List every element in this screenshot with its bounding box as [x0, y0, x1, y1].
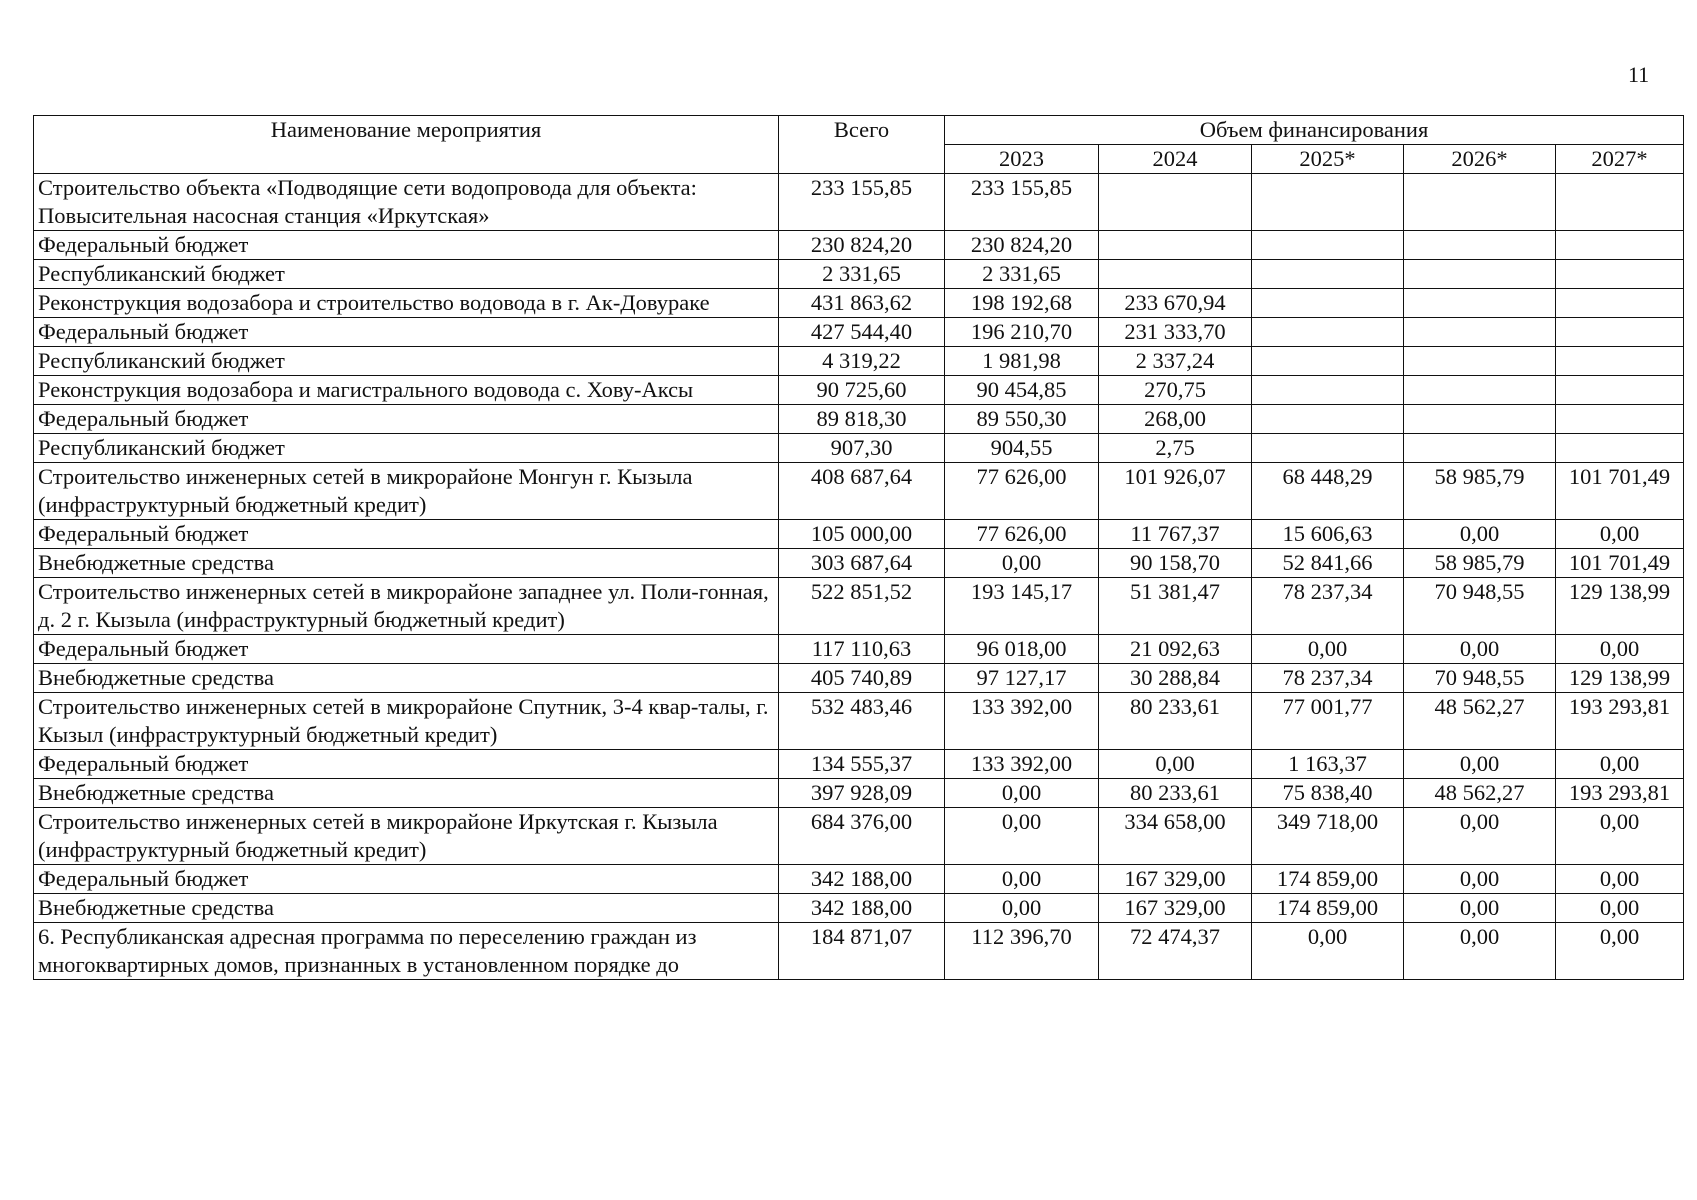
- row-year-value-cell: 1 981,98: [945, 347, 1099, 376]
- row-year-value-cell: 349 718,00: [1252, 808, 1404, 865]
- table-row: [34, 578, 1684, 635]
- row-year-value-cell: 0,00: [945, 865, 1099, 894]
- row-year-value-cell: 77 626,00: [945, 463, 1099, 520]
- row-year-value-cell: 72 474,37: [1099, 923, 1252, 980]
- row-year-value-cell: 133 392,00: [945, 750, 1099, 779]
- row-name-cell: Внебюджетные средства: [34, 779, 779, 808]
- row-total-cell: 89 818,30: [779, 405, 945, 434]
- row-total-cell: 684 376,00: [779, 808, 945, 865]
- row-name-cell: Строительство инженерных сетей в микрорайоне Монгун г. Кызыла (инфраструктурный бюджетный кредит): [34, 463, 779, 520]
- row-year-value-cell: [1252, 260, 1404, 289]
- row-name-cell: Строительство инженерных сетей в микрорайоне западнее ул. Поли-гонная, д. 2 г. Кызыла (инфраструктурный бюджетный кредит): [34, 578, 779, 635]
- row-year-value-cell: 0,00: [1252, 923, 1404, 980]
- row-year-value-cell: 174 859,00: [1252, 894, 1404, 923]
- row-year-value-cell: 0,00: [1404, 808, 1556, 865]
- row-year-value-cell: 0,00: [1404, 520, 1556, 549]
- row-year-value-cell: 196 210,70: [945, 318, 1099, 347]
- row-name-cell: Республиканский бюджет: [34, 434, 779, 463]
- row-year-value-cell: [1404, 318, 1556, 347]
- row-year-value-cell: 198 192,68: [945, 289, 1099, 318]
- column-header-name: Наименование мероприятия: [34, 116, 779, 174]
- row-total-cell: 134 555,37: [779, 750, 945, 779]
- row-name-cell: Федеральный бюджет: [34, 405, 779, 434]
- row-year-value-cell: [1099, 174, 1252, 231]
- row-year-value-cell: [1404, 289, 1556, 318]
- row-total-cell: 431 863,62: [779, 289, 945, 318]
- row-total-cell: 522 851,52: [779, 578, 945, 635]
- row-year-value-cell: 70 948,55: [1404, 578, 1556, 635]
- row-total-cell: 233 155,85: [779, 174, 945, 231]
- row-year-value-cell: [1556, 260, 1684, 289]
- row-year-value-cell: 174 859,00: [1252, 865, 1404, 894]
- row-total-cell: 532 483,46: [779, 693, 945, 750]
- row-year-value-cell: 167 329,00: [1099, 894, 1252, 923]
- table-row: [34, 289, 1684, 318]
- row-year-value-cell: 48 562,27: [1404, 693, 1556, 750]
- row-total-cell: 4 319,22: [779, 347, 945, 376]
- row-year-value-cell: [1099, 260, 1252, 289]
- row-year-value-cell: 80 233,61: [1099, 693, 1252, 750]
- row-year-value-cell: [1252, 347, 1404, 376]
- row-name-cell: Строительство объекта «Подводящие сети водопровода для объекта: Повысительная насосная станция «Иркутская»: [34, 174, 779, 231]
- row-year-value-cell: 0,00: [945, 894, 1099, 923]
- row-name-cell: Внебюджетные средства: [34, 894, 779, 923]
- table-row: [34, 635, 1684, 664]
- row-total-cell: 230 824,20: [779, 231, 945, 260]
- row-year-value-cell: 51 381,47: [1099, 578, 1252, 635]
- row-name-cell: Федеральный бюджет: [34, 520, 779, 549]
- row-year-value-cell: 230 824,20: [945, 231, 1099, 260]
- row-year-value-cell: 193 293,81: [1556, 779, 1684, 808]
- row-year-value-cell: 0,00: [1404, 923, 1556, 980]
- row-year-value-cell: 101 701,49: [1556, 463, 1684, 520]
- row-year-value-cell: [1099, 231, 1252, 260]
- row-name-cell: Федеральный бюджет: [34, 231, 779, 260]
- row-year-value-cell: 77 626,00: [945, 520, 1099, 549]
- table-row: [34, 779, 1684, 808]
- table-body: [34, 174, 1684, 980]
- row-year-value-cell: 0,00: [1404, 865, 1556, 894]
- row-year-value-cell: 268,00: [1099, 405, 1252, 434]
- row-name-cell: Федеральный бюджет: [34, 750, 779, 779]
- row-year-value-cell: 2 337,24: [1099, 347, 1252, 376]
- row-year-value-cell: 78 237,34: [1252, 578, 1404, 635]
- row-year-value-cell: 193 145,17: [945, 578, 1099, 635]
- table-row: [34, 520, 1684, 549]
- row-total-cell: 405 740,89: [779, 664, 945, 693]
- column-header-year: 2026*: [1404, 145, 1556, 174]
- row-year-value-cell: 167 329,00: [1099, 865, 1252, 894]
- table-row: [34, 405, 1684, 434]
- table-row: [34, 463, 1684, 520]
- table-header-row: [34, 116, 1684, 145]
- table-row: [34, 894, 1684, 923]
- row-year-value-cell: 75 838,40: [1252, 779, 1404, 808]
- row-total-cell: 2 331,65: [779, 260, 945, 289]
- row-year-value-cell: 0,00: [945, 549, 1099, 578]
- row-year-value-cell: [1556, 174, 1684, 231]
- table-row: [34, 549, 1684, 578]
- table-row: [34, 231, 1684, 260]
- row-name-cell: Республиканский бюджет: [34, 347, 779, 376]
- row-year-value-cell: [1252, 174, 1404, 231]
- row-year-value-cell: 70 948,55: [1404, 664, 1556, 693]
- row-name-cell: Республиканский бюджет: [34, 260, 779, 289]
- row-year-value-cell: 0,00: [1556, 894, 1684, 923]
- row-year-value-cell: 101 926,07: [1099, 463, 1252, 520]
- row-year-value-cell: 133 392,00: [945, 693, 1099, 750]
- row-year-value-cell: [1556, 347, 1684, 376]
- table-row: [34, 750, 1684, 779]
- row-year-value-cell: 129 138,99: [1556, 664, 1684, 693]
- row-year-value-cell: 0,00: [1404, 894, 1556, 923]
- row-year-value-cell: 101 701,49: [1556, 549, 1684, 578]
- row-year-value-cell: 77 001,77: [1252, 693, 1404, 750]
- row-year-value-cell: [1556, 318, 1684, 347]
- row-year-value-cell: 112 396,70: [945, 923, 1099, 980]
- table-row: [34, 664, 1684, 693]
- row-year-value-cell: 0,00: [1556, 750, 1684, 779]
- row-year-value-cell: 0,00: [945, 779, 1099, 808]
- row-year-value-cell: 0,00: [1252, 635, 1404, 664]
- table-row: [34, 347, 1684, 376]
- row-year-value-cell: [1252, 289, 1404, 318]
- row-year-value-cell: 2 331,65: [945, 260, 1099, 289]
- row-year-value-cell: 30 288,84: [1099, 664, 1252, 693]
- row-year-value-cell: [1404, 231, 1556, 260]
- row-year-value-cell: 0,00: [1099, 750, 1252, 779]
- row-total-cell: 408 687,64: [779, 463, 945, 520]
- row-year-value-cell: 0,00: [1404, 750, 1556, 779]
- row-year-value-cell: [1404, 174, 1556, 231]
- row-year-value-cell: [1252, 231, 1404, 260]
- column-header-year: 2023: [945, 145, 1099, 174]
- row-year-value-cell: 90 158,70: [1099, 549, 1252, 578]
- row-year-value-cell: 904,55: [945, 434, 1099, 463]
- row-name-cell: Строительство инженерных сетей в микрорайоне Иркутская г. Кызыла (инфраструктурный бюджетный кредит): [34, 808, 779, 865]
- row-year-value-cell: 52 841,66: [1252, 549, 1404, 578]
- row-year-value-cell: 68 448,29: [1252, 463, 1404, 520]
- row-total-cell: 342 188,00: [779, 865, 945, 894]
- row-year-value-cell: 58 985,79: [1404, 549, 1556, 578]
- row-year-value-cell: 89 550,30: [945, 405, 1099, 434]
- column-header-total: Всего: [779, 116, 945, 174]
- row-year-value-cell: [1404, 347, 1556, 376]
- row-year-value-cell: 80 233,61: [1099, 779, 1252, 808]
- row-year-value-cell: 233 670,94: [1099, 289, 1252, 318]
- row-year-value-cell: [1556, 289, 1684, 318]
- row-name-cell: Федеральный бюджет: [34, 865, 779, 894]
- row-name-cell: Строительство инженерных сетей в микрорайоне Спутник, 3-4 квар-талы, г. Кызыл (инфраструктурный бюджетный кредит): [34, 693, 779, 750]
- table-row: [34, 693, 1684, 750]
- row-year-value-cell: [1556, 376, 1684, 405]
- table-row: [34, 865, 1684, 894]
- row-year-value-cell: 0,00: [1556, 923, 1684, 980]
- table-row: [34, 174, 1684, 231]
- row-year-value-cell: 0,00: [1556, 635, 1684, 664]
- table-row: [34, 923, 1684, 980]
- row-year-value-cell: [1252, 405, 1404, 434]
- row-year-value-cell: 0,00: [1556, 865, 1684, 894]
- row-total-cell: 427 544,40: [779, 318, 945, 347]
- row-year-value-cell: [1252, 376, 1404, 405]
- table-row: [34, 318, 1684, 347]
- row-year-value-cell: [1556, 405, 1684, 434]
- row-year-value-cell: 270,75: [1099, 376, 1252, 405]
- row-year-value-cell: 2,75: [1099, 434, 1252, 463]
- row-year-value-cell: 193 293,81: [1556, 693, 1684, 750]
- table-row: [34, 808, 1684, 865]
- row-year-value-cell: 21 092,63: [1099, 635, 1252, 664]
- column-header-year: 2025*: [1252, 145, 1404, 174]
- row-year-value-cell: 334 658,00: [1099, 808, 1252, 865]
- row-total-cell: 90 725,60: [779, 376, 945, 405]
- row-year-value-cell: 231 333,70: [1099, 318, 1252, 347]
- column-header-financing: Объем финансирования: [945, 116, 1684, 145]
- table-row: [34, 376, 1684, 405]
- row-year-value-cell: 1 163,37: [1252, 750, 1404, 779]
- row-year-value-cell: [1404, 405, 1556, 434]
- row-year-value-cell: 129 138,99: [1556, 578, 1684, 635]
- row-total-cell: 117 110,63: [779, 635, 945, 664]
- row-total-cell: 342 188,00: [779, 894, 945, 923]
- row-year-value-cell: 90 454,85: [945, 376, 1099, 405]
- row-year-value-cell: 0,00: [945, 808, 1099, 865]
- row-total-cell: 184 871,07: [779, 923, 945, 980]
- row-total-cell: 303 687,64: [779, 549, 945, 578]
- table-row: [34, 260, 1684, 289]
- row-year-value-cell: [1556, 434, 1684, 463]
- row-year-value-cell: 15 606,63: [1252, 520, 1404, 549]
- row-name-cell: Реконструкция водозабора и строительство водовода в г. Ак-Довураке: [34, 289, 779, 318]
- financing-table: [33, 115, 1684, 980]
- row-year-value-cell: [1404, 434, 1556, 463]
- column-header-year: 2024: [1099, 145, 1252, 174]
- row-year-value-cell: [1404, 260, 1556, 289]
- row-name-cell: Внебюджетные средства: [34, 549, 779, 578]
- row-year-value-cell: 97 127,17: [945, 664, 1099, 693]
- row-year-value-cell: [1556, 231, 1684, 260]
- row-name-cell: Реконструкция водозабора и магистрального водовода с. Хову-Аксы: [34, 376, 779, 405]
- row-total-cell: 105 000,00: [779, 520, 945, 549]
- row-year-value-cell: 0,00: [1556, 520, 1684, 549]
- row-total-cell: 397 928,09: [779, 779, 945, 808]
- table-row: [34, 434, 1684, 463]
- row-year-value-cell: 58 985,79: [1404, 463, 1556, 520]
- row-year-value-cell: 78 237,34: [1252, 664, 1404, 693]
- row-year-value-cell: 0,00: [1404, 635, 1556, 664]
- row-year-value-cell: 0,00: [1556, 808, 1684, 865]
- row-total-cell: 907,30: [779, 434, 945, 463]
- row-year-value-cell: [1252, 434, 1404, 463]
- column-header-year: 2027*: [1556, 145, 1684, 174]
- row-year-value-cell: [1252, 318, 1404, 347]
- row-name-cell: Федеральный бюджет: [34, 318, 779, 347]
- row-year-value-cell: 96 018,00: [945, 635, 1099, 664]
- row-year-value-cell: [1404, 376, 1556, 405]
- row-name-cell: Федеральный бюджет: [34, 635, 779, 664]
- row-year-value-cell: 233 155,85: [945, 174, 1099, 231]
- row-year-value-cell: 48 562,27: [1404, 779, 1556, 808]
- row-name-cell: Внебюджетные средства: [34, 664, 779, 693]
- row-year-value-cell: 11 767,37: [1099, 520, 1252, 549]
- page-number: 11: [1628, 62, 1650, 87]
- row-name-cell: 6. Республиканская адресная программа по переселению граждан из многоквартирных домов, признанных в установленном порядке до: [34, 923, 779, 980]
